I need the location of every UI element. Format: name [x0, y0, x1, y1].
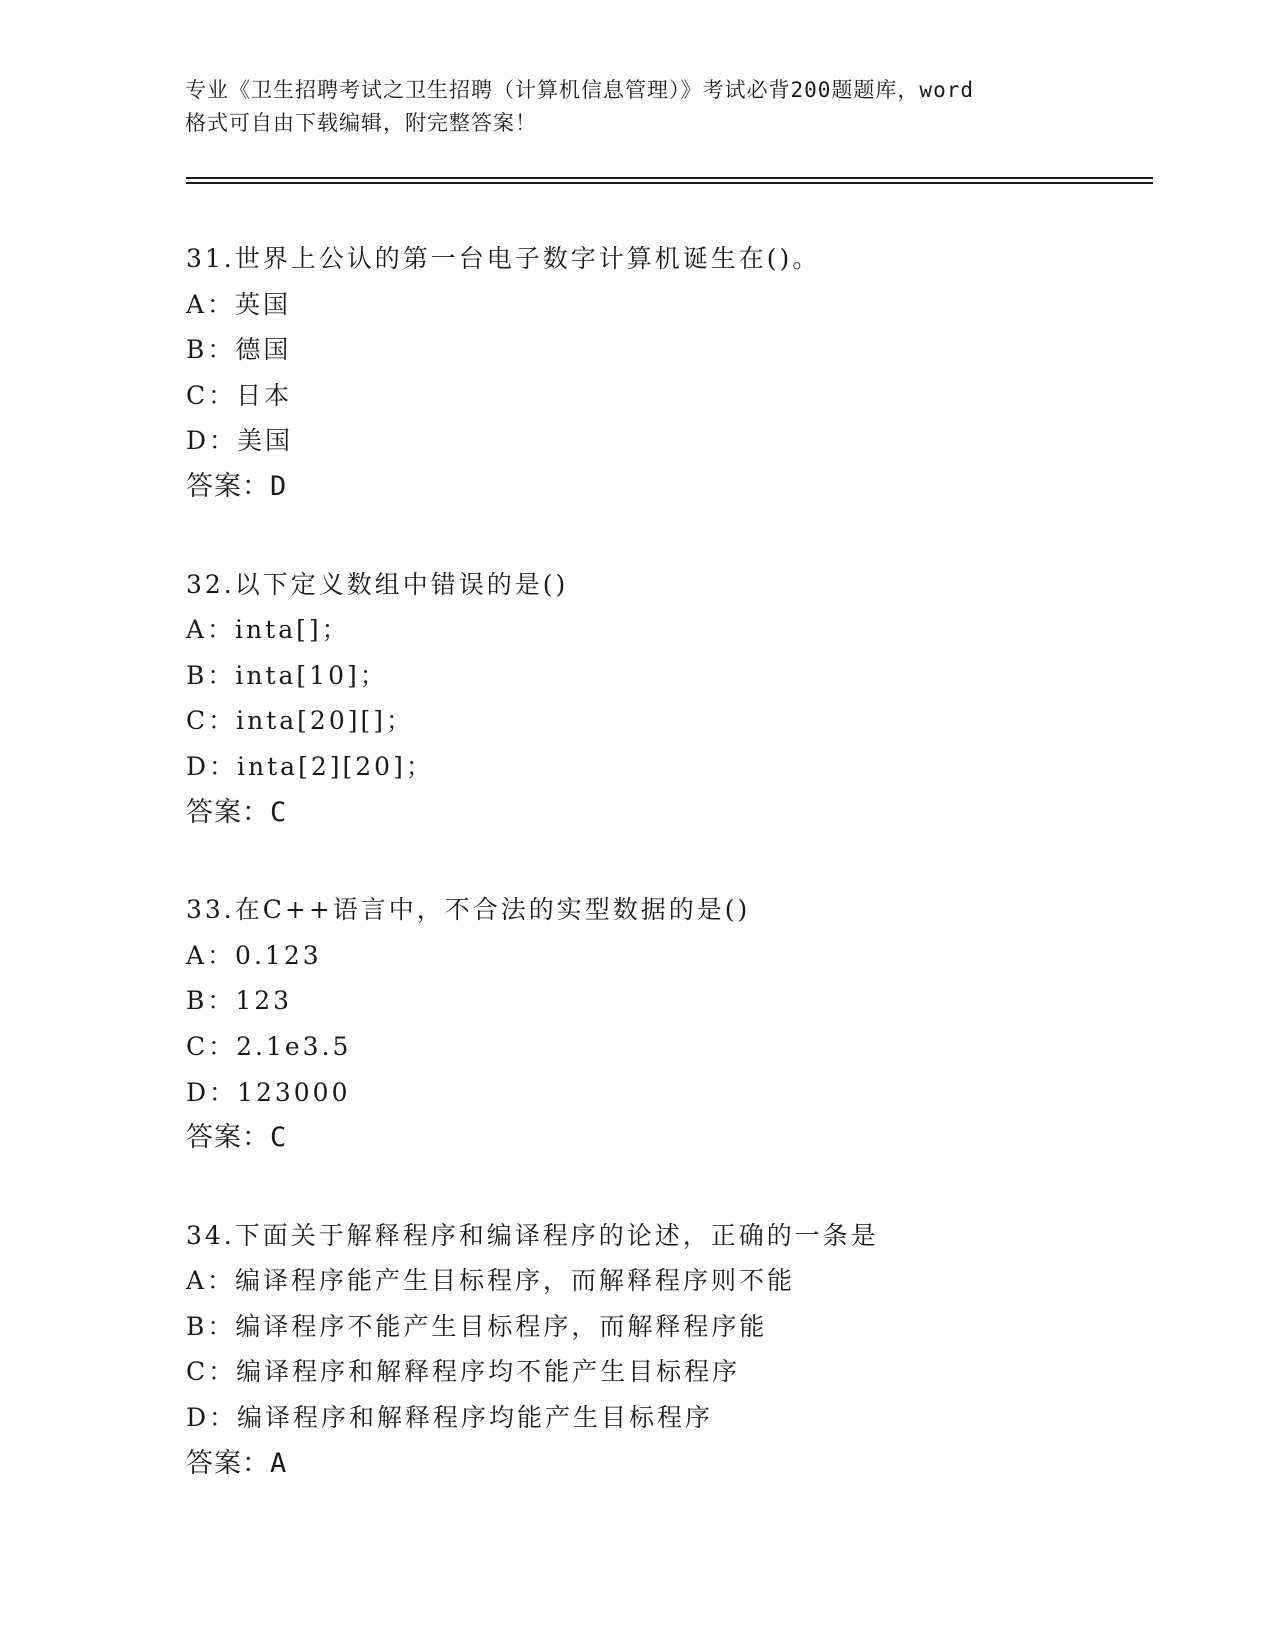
option-d: D：inta[2][20]； — [186, 751, 434, 781]
option-b: B：inta[10]； — [186, 660, 388, 690]
option-b: B：编译程序不能产生目标程序，而解释程序能 — [186, 1311, 768, 1341]
question-33 — [186, 887, 1166, 1161]
option-b: B：德国 — [186, 335, 292, 365]
option-d: D：编译程序和解释程序均能产生目标程序 — [186, 1403, 714, 1433]
question-32 — [186, 562, 1166, 836]
question-34 — [186, 1213, 1166, 1487]
intro-line-1: 专业《卫生招聘考试之卫生招聘（计算机信息管理）》考试必背200题题库，word — [185, 78, 974, 102]
option-a: A：编译程序能产生目标程序，而解释程序则不能 — [186, 1266, 796, 1296]
question-stem: 33.在C++语言中，不合法的实型数据的是() — [186, 895, 751, 925]
option-c: C：2.1e3.5 — [186, 1031, 352, 1061]
header-divider-top — [186, 177, 1153, 179]
option-d: D：美国 — [186, 426, 294, 456]
question-31 — [186, 236, 1166, 510]
question-stem: 31.世界上公认的第一台电子数字计算机诞生在()。 — [186, 244, 821, 273]
option-d: D：123000 — [186, 1077, 351, 1107]
option-c: C：日本 — [186, 380, 293, 410]
question-list — [186, 236, 1166, 1538]
intro-line-2: 格式可自由下载编辑，附完整答案！ — [185, 111, 537, 135]
question-stem: 34.下面关于解释程序和编译程序的论述，正确的一条是 — [186, 1220, 879, 1250]
answer-line: 答案：D — [186, 470, 288, 502]
answer-line: 答案：C — [186, 1122, 288, 1154]
option-c: C：编译程序和解释程序均不能产生目标程序 — [186, 1357, 741, 1387]
header-divider-bottom — [186, 182, 1153, 184]
document-header — [185, 74, 1105, 140]
option-a: A：0.123 — [186, 940, 322, 970]
answer-line: 答案：C — [186, 796, 288, 828]
option-b: B：123 — [186, 986, 293, 1016]
option-a: A：英国 — [186, 289, 292, 319]
question-stem: 32.以下定义数组中错误的是() — [186, 569, 569, 599]
option-a: A：inta[]； — [186, 615, 350, 645]
answer-line: 答案：A — [186, 1447, 288, 1479]
option-c: C：inta[20][]； — [186, 706, 415, 736]
